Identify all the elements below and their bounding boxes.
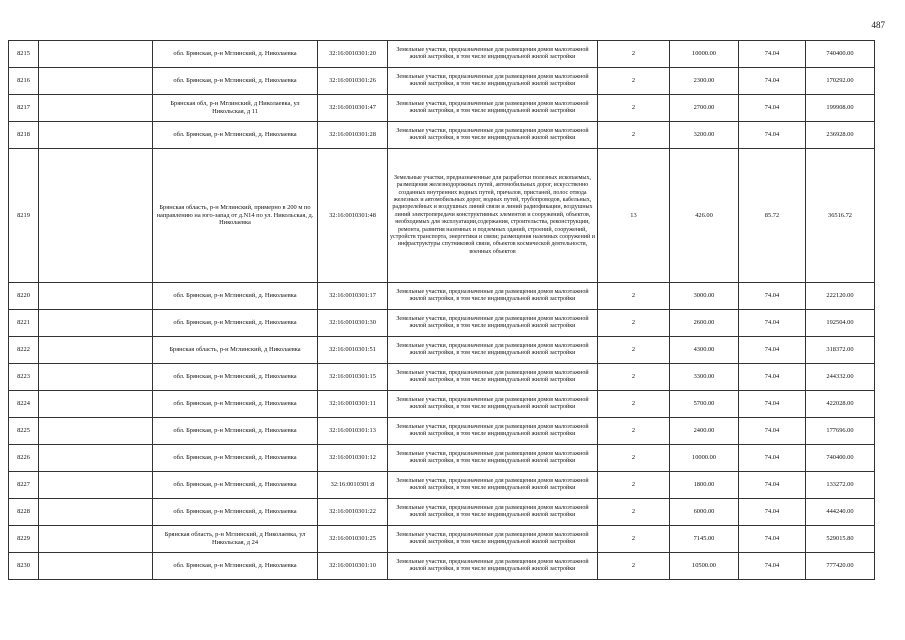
group-cell: 2 [598,337,670,364]
table-row [9,418,875,445]
row-number: 8224 [9,391,39,418]
rate-cell: 74.04 [739,283,806,310]
address-cell: Брянская обл, р-н Мглинский, д Николаевка, ул Никольская, д 11 [153,95,318,122]
land-use-cell: Земельные участки, предназначенные для размещения домов малоэтажной жилой застройки, в том числе индивидуальной жилой застройки [388,526,598,553]
cadastral-number-cell: 32:16:0010301:47 [318,95,388,122]
cadastral-number-cell: 32:16:0010301:17 [318,283,388,310]
table-row [9,41,875,68]
spacer-cell [39,337,153,364]
cadastral-value-cell: 777420.00 [806,553,875,580]
table-row [9,310,875,337]
cadastral-number-cell: 32:16:0010301:30 [318,310,388,337]
group-cell: 2 [598,499,670,526]
cadastral-value-cell: 36516.72 [806,149,875,283]
row-number: 8216 [9,68,39,95]
cadastral-value-cell: 244332.00 [806,364,875,391]
spacer-cell [39,526,153,553]
cadastral-value-cell: 192504.00 [806,310,875,337]
land-registry-table [8,40,875,580]
table-row [9,553,875,580]
row-number: 8220 [9,283,39,310]
table-row [9,95,875,122]
row-number: 8218 [9,122,39,149]
table-row [9,472,875,499]
rate-cell: 74.04 [739,364,806,391]
land-use-cell: Земельные участки, предназначенные для размещения домов малоэтажной жилой застройки, в том числе индивидуальной жилой застройки [388,472,598,499]
cadastral-value-cell: 318372.00 [806,337,875,364]
group-cell: 2 [598,68,670,95]
address-cell: обл. Брянская, р-н Мглинский, д. Николаевка [153,310,318,337]
rate-cell: 74.04 [739,68,806,95]
address-cell: обл. Брянская, р-н Мглинский, д. Николаевка [153,283,318,310]
row-number: 8223 [9,364,39,391]
rate-cell: 74.04 [739,391,806,418]
area-cell: 3200.00 [670,122,739,149]
row-number: 8217 [9,95,39,122]
rate-cell: 74.04 [739,41,806,68]
address-cell: обл. Брянская, р-н Мглинский, д. Николаевка [153,391,318,418]
group-cell: 13 [598,149,670,283]
spacer-cell [39,95,153,122]
cadastral-number-cell: 32:16:0010301:10 [318,553,388,580]
row-number: 8228 [9,499,39,526]
cadastral-number-cell: 32:16:0010301:51 [318,337,388,364]
table-row [9,391,875,418]
land-use-cell: Земельные участки, предназначенные для размещения домов малоэтажной жилой застройки, в том числе индивидуальной жилой застройки [388,445,598,472]
rate-cell: 74.04 [739,418,806,445]
spacer-cell [39,499,153,526]
rate-cell: 74.04 [739,553,806,580]
group-cell: 2 [598,41,670,68]
group-cell: 2 [598,122,670,149]
row-number: 8226 [9,445,39,472]
cadastral-value-cell: 740400.00 [806,445,875,472]
spacer-cell [39,418,153,445]
land-use-cell: Земельные участки, предназначенные для размещения домов малоэтажной жилой застройки, в том числе индивидуальной жилой застройки [388,310,598,337]
spacer-cell [39,41,153,68]
cadastral-number-cell: 32:16:0010301:28 [318,122,388,149]
spacer-cell [39,391,153,418]
cadastral-value-cell: 170292.00 [806,68,875,95]
spacer-cell [39,68,153,95]
land-use-cell: Земельные участки, предназначенные для размещения домов малоэтажной жилой застройки, в том числе индивидуальной жилой застройки [388,122,598,149]
area-cell: 2300.00 [670,68,739,95]
table-row [9,122,875,149]
group-cell: 2 [598,526,670,553]
address-cell: обл. Брянская, р-н Мглинский, д. Николаевка [153,472,318,499]
cadastral-value-cell: 222120.00 [806,283,875,310]
table-row [9,149,875,283]
table-row [9,283,875,310]
address-cell: Брянская область, р-н Мглинский, д Николаевка, ул Никольская, д 24 [153,526,318,553]
table-row [9,364,875,391]
cadastral-value-cell: 740400.00 [806,41,875,68]
area-cell: 3300.00 [670,364,739,391]
rate-cell: 74.04 [739,310,806,337]
address-cell: обл. Брянская, р-н Мглинский, д. Николаевка [153,445,318,472]
address-cell: обл. Брянская, р-н Мглинский, д. Николаевка [153,418,318,445]
spacer-cell [39,553,153,580]
land-use-cell: Земельные участки, предназначенные для размещения домов малоэтажной жилой застройки, в том числе индивидуальной жилой застройки [388,41,598,68]
land-use-cell: Земельные участки, предназначенные для размещения домов малоэтажной жилой застройки, в том числе индивидуальной жилой застройки [388,499,598,526]
area-cell: 5700.00 [670,391,739,418]
cadastral-number-cell: 32:16:0010301:8 [318,472,388,499]
spacer-cell [39,122,153,149]
cadastral-value-cell: 177696.00 [806,418,875,445]
group-cell: 2 [598,472,670,499]
cadastral-number-cell: 32:16:0010301:25 [318,526,388,553]
area-cell: 2600.00 [670,310,739,337]
address-cell: Брянская область, р-н Мглинский, д Николаевка [153,337,318,364]
row-number: 8221 [9,310,39,337]
group-cell: 2 [598,445,670,472]
cadastral-value-cell: 529015.80 [806,526,875,553]
rate-cell: 74.04 [739,472,806,499]
land-use-cell: Земельные участки, предназначенные для размещения домов малоэтажной жилой застройки, в том числе индивидуальной жилой застройки [388,553,598,580]
rate-cell: 74.04 [739,499,806,526]
group-cell: 2 [598,553,670,580]
group-cell: 2 [598,95,670,122]
cadastral-number-cell: 32:16:0010301:48 [318,149,388,283]
area-cell: 2700.00 [670,95,739,122]
land-use-cell: Земельные участки, предназначенные для размещения домов малоэтажной жилой застройки, в том числе индивидуальной жилой застройки [388,418,598,445]
group-cell: 2 [598,310,670,337]
spacer-cell [39,364,153,391]
cadastral-value-cell: 444240.00 [806,499,875,526]
spacer-cell [39,472,153,499]
table-row [9,68,875,95]
area-cell: 10500.00 [670,553,739,580]
rate-cell: 85.72 [739,149,806,283]
area-cell: 6000.00 [670,499,739,526]
row-number: 8227 [9,472,39,499]
land-use-cell: Земельные участки, предназначенные для размещения домов малоэтажной жилой застройки, в том числе индивидуальной жилой застройки [388,283,598,310]
group-cell: 2 [598,283,670,310]
spacer-cell [39,283,153,310]
area-cell: 10000.00 [670,445,739,472]
table-row [9,445,875,472]
land-use-cell: Земельные участки, предназначенные для размещения домов малоэтажной жилой застройки, в том числе индивидуальной жилой застройки [388,337,598,364]
address-cell: обл. Брянская, р-н Мглинский, д. Николаевка [153,364,318,391]
rate-cell: 74.04 [739,122,806,149]
cadastral-number-cell: 32:16:0010301:26 [318,68,388,95]
rate-cell: 74.04 [739,445,806,472]
cadastral-value-cell: 133272.00 [806,472,875,499]
cadastral-number-cell: 32:16:0010301:11 [318,391,388,418]
spacer-cell [39,445,153,472]
land-use-cell: Земельные участки, предназначенные для размещения домов малоэтажной жилой застройки, в том числе индивидуальной жилой застройки [388,391,598,418]
cadastral-value-cell: 236928.00 [806,122,875,149]
rate-cell: 74.04 [739,95,806,122]
land-use-cell: Земельные участки, предназначенные для разработки полезных ископаемых, размещения железнодорожных путей, автомобильных дорог, искусственно созданных внутренних водных путей, причалов, пристаней, полос отвода железных и автомобильных дорог, водных путей, трубопроводов, кабельных, радиорелейных и воздушных линий связи и линий радиофикации, воздушных линий электропередачи конструктивных элементов и сооружений, объектов, необходимых для эксплуатации,содержания, строительства, реконструкции, ремонта, развития наземных и подземных зданий, строений, сооружений, устройств транспорта, энергетики и связи; размещения наземных сооружений и инфраструктуры спутниковой связи, объектов космической деятельности, военных объектов [388,149,598,283]
land-use-cell: Земельные участки, предназначенные для размещения домов малоэтажной жилой застройки, в том числе индивидуальной жилой застройки [388,68,598,95]
area-cell: 1800.00 [670,472,739,499]
cadastral-number-cell: 32:16:0010301:20 [318,41,388,68]
area-cell: 2400.00 [670,418,739,445]
group-cell: 2 [598,418,670,445]
spacer-cell [39,149,153,283]
address-cell: обл. Брянская, р-н Мглинский, д. Николаевка [153,68,318,95]
address-cell: обл. Брянская, р-н Мглинский, д. Николаевка [153,41,318,68]
rate-cell: 74.04 [739,337,806,364]
cadastral-value-cell: 422028.00 [806,391,875,418]
address-cell: обл. Брянская, р-н Мглинский, д. Николаевка [153,122,318,149]
cadastral-number-cell: 32:16:0010301:15 [318,364,388,391]
row-number: 8222 [9,337,39,364]
area-cell: 10000.00 [670,41,739,68]
table-row [9,499,875,526]
spacer-cell [39,310,153,337]
area-cell: 3000.00 [670,283,739,310]
table-row [9,526,875,553]
area-cell: 4300.00 [670,337,739,364]
area-cell: 426.00 [670,149,739,283]
row-number: 8225 [9,418,39,445]
land-use-cell: Земельные участки, предназначенные для размещения домов малоэтажной жилой застройки, в том числе индивидуальной жилой застройки [388,364,598,391]
address-cell: обл. Брянская, р-н Мглинский, д. Николаевка [153,499,318,526]
rate-cell: 74.04 [739,526,806,553]
page-number: 487 [871,20,885,30]
cadastral-number-cell: 32:16:0010301:13 [318,418,388,445]
row-number: 8230 [9,553,39,580]
cadastral-value-cell: 199908.00 [806,95,875,122]
row-number: 8215 [9,41,39,68]
table-body [9,41,875,580]
row-number: 8219 [9,149,39,283]
group-cell: 2 [598,391,670,418]
address-cell: Брянская область, р-н Мглинский, примерно в 200 м по направлению на юго-запад от д.N14 по ул. Никольская, д. Николаевка [153,149,318,283]
table-row [9,337,875,364]
cadastral-number-cell: 32:16:0010301:22 [318,499,388,526]
cadastral-number-cell: 32:16:0010301:12 [318,445,388,472]
group-cell: 2 [598,364,670,391]
row-number: 8229 [9,526,39,553]
land-use-cell: Земельные участки, предназначенные для размещения домов малоэтажной жилой застройки, в том числе индивидуальной жилой застройки [388,95,598,122]
address-cell: обл. Брянская, р-н Мглинский, д. Николаевка [153,553,318,580]
area-cell: 7145.00 [670,526,739,553]
